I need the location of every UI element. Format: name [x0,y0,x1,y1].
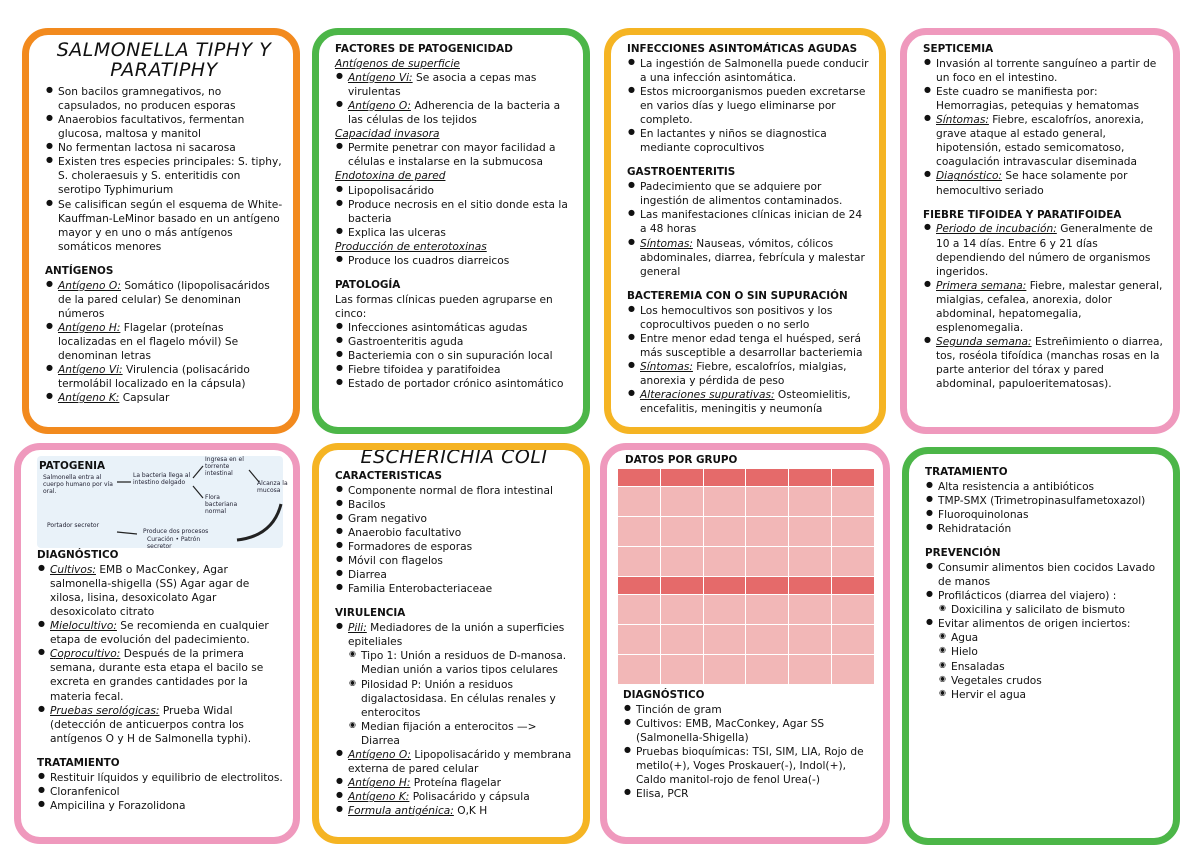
section-header: PATOLOGÍA [335,279,401,291]
list-item: ● Permite penetrar con mayor facilidad a células e instalarse en la submucosa [335,141,573,169]
list-item: ● Cloranfenicol [37,785,283,799]
list-item: ● Síntomas: Fiebre, escalofríos, mialgias, anorexia y pérdida de peso [627,360,869,388]
list [335,71,573,127]
diagram-label: Produce dos procesos [143,528,209,535]
datos-grupo-table [617,468,875,685]
section-header: DIAGNÓSTICO [623,688,705,701]
list [37,563,283,746]
list [335,184,573,240]
list-item: ● Ampicilina y Forazolidona [37,799,283,813]
list-item: ◉ Hielo [925,645,1163,659]
list [627,57,869,156]
list-item: ● Móvil con flagelos [335,554,573,568]
list-item: ● La ingestión de Salmonella puede conducir a una infección asintomática. [627,57,869,85]
list-item: ◉ Median fijación a enterocitos —> Diarrea [335,720,573,748]
diagram-label: Salmonella entra al cuerpo humano por vía oral. [43,474,113,496]
list [37,771,283,813]
card-patogenia [14,443,300,844]
list-item: ● Pili: Mediadores de la unión a superficies epiteliales [335,621,573,649]
list [627,304,869,417]
section-header: TRATAMIENTO [37,756,120,769]
list-item: ● En lactantes y niños se diagnostica mediante coprocultivos [627,127,869,155]
list-item: ● Mielocultivo: Se recomienda en cualquier etapa de evolución del padecimiento. [37,619,283,647]
intro-list [45,85,283,254]
list-item: ◉ Pilosidad P: Unión a residuos digalactosidasa. En células renales y enterocitos [335,678,573,720]
list-item: ● Bacteriemia con o sin supuración local [335,349,573,363]
list-item: ● Síntomas: Fiebre, escalofríos, anorexia, grave ataque al estado general, hipotensión, estado semicomatoso, coagulación intravascular diseminada [923,113,1163,169]
sub-header: Antígenos de superficie [335,57,460,70]
list-item: ● Coprocultivo: Después de la primera semana, durante esta etapa el bacilo se excreta en grandes cantidades por la materia fecal. [37,647,283,703]
list-item: ● Entre menor edad tenga el huésped, será más susceptible a desarrollar bacteriemia [627,332,869,360]
list-item: ● Gram negativo [335,512,573,526]
list-item: ● Antígeno O: Adherencia de la bacteria a las células de los tejidos [335,99,573,127]
diagram-arrows [37,456,300,551]
list-item: ● Formadores de esporas [335,540,573,554]
list-item: ● Pruebas serológicas: Prueba Widal (detección de anticuerpos contra los antígenos O y H de Salmonella typhi). [37,704,283,746]
list [923,222,1163,391]
card-salmonella [22,28,300,434]
list-item: ● Explica las ulceras [335,226,573,240]
list-item: ● Segunda semana: Estreñimiento o diarrea, tos, roséola tifoídica (manchas rosas en la parte anterior del tórax y pared abdominal, papuloeritematosas). [923,335,1163,391]
section-header: TRATAMIENTO [925,466,1008,478]
list [335,141,573,169]
list-item: ● Formula antigénica: O,K H [335,804,573,818]
list-item: ● Anaerobio facultativo [335,526,573,540]
list-item: ● Diarrea [335,568,573,582]
list-item: ● Se calisifican según el esquema de White-Kauffman-LeMinor basado en un antígeno mayor y en uno o más antígenos somáticos menores [45,198,283,254]
section-header: DIAGNÓSTICO [37,549,119,561]
list-item: ◉ Doxicilina y salicilato de bismuto [925,603,1163,617]
list-item: ● Pruebas bioquímicas: TSI, SIM, LIA, Rojo de metilo(+), Voges Proskauer(-), Indol(+), Caldo manitol-rojo de fenol Urea(-) [623,745,875,787]
paragraph: Las formas clínicas pueden agruparse en cinco: [335,293,553,320]
list [627,180,869,279]
patogenia-diagram [37,456,288,551]
list-item: ● Antígeno O: Somático (lipopolisacáridos de la pared celular) Se denominan números [45,279,283,321]
list-item: ◉ Vegetales crudos [925,674,1163,688]
list-item: ● Produce los cuadros diarreicos [335,254,573,268]
list-item: ● Alta resistencia a antibióticos [925,480,1163,494]
list-item: ● Lipopolisacárido [335,184,573,198]
section-header: PATOGENIA [39,460,106,472]
sub-header: Capacidad invasora [335,128,440,141]
list [335,254,573,268]
section-header: INFECCIONES ASINTOMÁTICAS AGUDAS [627,43,858,55]
list-item: ● Rehidratación [925,522,1163,536]
list-item: ● Los hemocultivos son positivos y los coprocultivos pueden o no serlo [627,304,869,332]
list-item: ● Familia Enterobacteriaceae [335,582,573,596]
list-item: ● Cultivos: EMB, MacConkey, Agar SS (Salmonella-Shigella) [623,717,875,745]
diagram-label: Alcanza la mucosa [257,480,288,495]
list-item: ● Fiebre tifoidea y paratifoidea [335,363,573,377]
list [335,621,573,818]
list-item: ◉ Agua [925,631,1163,645]
list-item: ● Estos microorganismos pueden excretarse en varios días y luego eliminarse por completo. [627,85,869,127]
list-item: ● TMP-SMX (Trimetropinasulfametoxazol) [925,494,1163,508]
list-item: ● Antígeno H: Flagelar (proteínas localizadas en el flagelo móvil) Se denominan letras [45,321,283,363]
diagram-label: Flora bacteriana normal [205,494,238,516]
list-item: ● Fluoroquinolonas [925,508,1163,522]
card-factores [312,28,590,434]
list-item: ◉ Tipo 1: Unión a residuos de D-manosa. Median unión a varios tipos celulares [335,649,573,677]
list-item: ● Antígeno Vi: Virulencia (polisacárido termolábil localizado en la cápsula) [45,363,283,391]
list-item: ● Infecciones asintomáticas agudas [335,321,573,335]
card-title: SALMONELLA TIPHY Y PARATIPHY [56,39,272,81]
list-item: ● Evitar alimentos de origen inciertos: [925,617,1163,631]
section-header: DATOS POR GRUPO [625,454,738,466]
list-item: ● Alteraciones supurativas: Osteomielitis, encefalitis, meningitis y neumonía [627,388,869,416]
card-septicemia [900,28,1180,434]
card-title: ESCHERICHIA COLI [360,446,548,468]
list-item: ● Gastroenteritis aguda [335,335,573,349]
list-item: ● Primera semana: Fiebre, malestar general, mialgias, cefalea, anorexia, dolor abdominal, hepatomegalia, esplenomegalia. [923,279,1163,335]
list-item: ● Invasión al torrente sanguíneo a partir de un foco en el intestino. [923,57,1163,85]
list [925,480,1163,536]
list-item: ● Padecimiento que se adquiere por ingestión de alimentos contaminados. [627,180,869,208]
list-item: ◉ Ensaladas [925,660,1163,674]
list-item: ● Antígeno K: Capsular [45,391,283,405]
diagram-label: Ingresa en el torrente intestinal [205,456,244,478]
list [335,321,573,391]
list [923,57,1163,198]
diagram-label: La bacteria llega al intestino delgado [133,472,191,487]
list-item: ● Produce necrosis en el sitio donde esta la bacteria [335,198,573,226]
list-item: ● Diagnóstico: Se hace solamente por hemocultivo seriado [923,169,1163,197]
card-ecoli [312,443,590,844]
diagram-label: Curación • Patrón secretor [147,536,201,551]
card-datos-grupo [600,443,890,844]
section-header: GASTROENTERITIS [627,166,736,179]
list-item: ● Síntomas: Nauseas, vómitos, cólicos abdominales, diarrea, febrícula y malestar general [627,237,869,279]
list-item: ● Antígeno K: Polisacárido y cápsula [335,790,573,804]
card-tratamiento [902,447,1180,845]
sub-header: Endotoxina de pared [335,170,446,183]
list-item: ● Periodo de incubación: Generalmente de 10 a 14 días. Entre 6 y 21 días dependiendo del número de organismos ingeridos. [923,222,1163,278]
section-header: BACTEREMIA CON O SIN SUPURACIÓN [627,289,848,302]
list-item: ● Este cuadro se manifiesta por: Hemorragias, petequias y hematomas [923,85,1163,113]
sub-header: Producción de enterotoxinas [335,240,487,253]
antigens-list [45,279,283,406]
list-item: ◉ Hervir el agua [925,688,1163,702]
card-infecciones [604,28,886,434]
list-item: ● Cultivos: EMB o MacConkey, Agar salmonella-shigella (SS) Agar agar de xilosa, lisina, desoxicolato Agar desoxicolato citrato [37,563,283,619]
list-item: ● Antígeno H: Proteína flagelar [335,776,573,790]
list-item: ● Bacilos [335,498,573,512]
list-item: ● Antígeno Vi: Se asocia a cepas mas virulentas [335,71,573,99]
section-header: FACTORES DE PATOGENICIDAD [335,43,513,55]
list-item: ● Antígeno O: Lipopolisacárido y membrana externa de pared celular [335,748,573,776]
list [925,561,1163,702]
list-item: ● Tinción de gram [623,703,875,717]
list-item: ● Componente normal de flora intestinal [335,484,573,498]
section-header: CARACTERISTICAS [335,469,442,482]
section-header: FIEBRE TIFOIDEA Y PARATIFOIDEA [923,208,1122,221]
section-header: VIRULENCIA [335,607,406,620]
list-item: ● Estado de portador crónico asintomático [335,377,573,391]
section-header: SEPTICEMIA [923,43,994,55]
list-item: ● No fermentan lactosa ni sacarosa [45,141,283,155]
list-item: ● Restituir líquidos y equilibrio de electrolitos. [37,771,283,785]
list [335,484,573,597]
list-item: ● Profilácticos (diarrea del viajero) : [925,589,1163,603]
list [617,703,875,802]
list-item: ● Anaerobios facultativos, fermentan glucosa, maltosa y manitol [45,113,283,141]
list-item: ● Existen tres especies principales: S. tiphy, S. choleraesuis y S. enteritidis con serotipo Typhimurium [45,155,283,197]
section-header: ANTÍGENOS [45,264,114,277]
list-item: ● Son bacilos gramnegativos, no capsulados, no producen esporas [45,85,283,113]
list-item: ● Consumir alimentos bien cocidos Lavado de manos [925,561,1163,589]
diagram-label: Portador secretor [47,522,100,529]
list-item: ● Elisa, PCR [623,787,875,801]
list-item: ● Las manifestaciones clínicas inician de 24 a 48 horas [627,208,869,236]
section-header: PREVENCIÓN [925,547,1001,560]
